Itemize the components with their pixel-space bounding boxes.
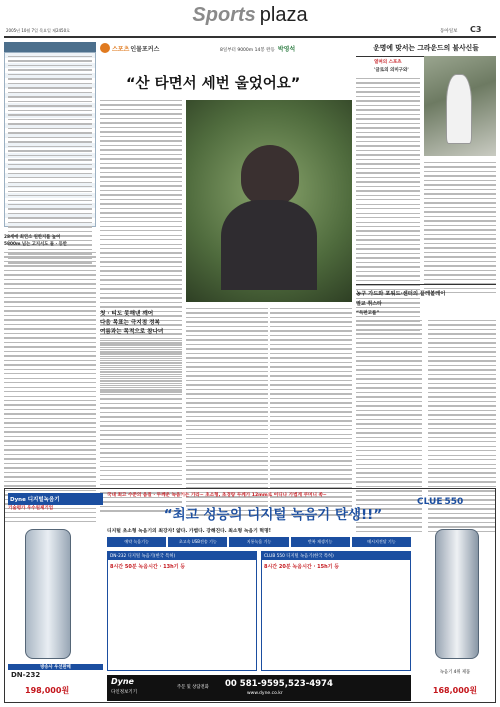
ad-feature-badges bbox=[107, 537, 411, 547]
ad-right-brand bbox=[417, 497, 493, 507]
player-figure bbox=[446, 74, 472, 144]
ad-badge-2[interactable]: 초고속 USB전송 기능 bbox=[168, 537, 227, 547]
page-header bbox=[0, 0, 500, 40]
ad-right-device bbox=[435, 529, 479, 659]
column-text-right bbox=[424, 162, 496, 297]
section-title bbox=[185, 2, 315, 28]
interview-badge-rest: 인물포커스 bbox=[130, 45, 160, 53]
ad-right-sub: 녹음기 4위 제품 bbox=[439, 670, 471, 675]
interview-tagline bbox=[220, 44, 295, 53]
column-headline: 운명에 맞서는 그라운드의 불사신들 bbox=[356, 42, 496, 57]
ad-model-1-spec: 8시간 50분 녹음시간 · 13h기 등 bbox=[110, 564, 186, 570]
sidebar-title-1: 28세에 최연소 원한지를 높여 bbox=[4, 235, 61, 240]
ad-subtitle-left: 기술평가 우수원제기업 bbox=[8, 506, 54, 511]
section-title-bold: Sports bbox=[192, 3, 256, 26]
ad-center-brand: Dyne bbox=[111, 677, 134, 686]
interview-photo bbox=[186, 100, 352, 302]
tagline-text: 8일부터 9000m 14봉 완등 bbox=[220, 48, 275, 53]
left-sidebar bbox=[4, 42, 96, 482]
ad-top-banner: 국내 최고 수준의 음질 · 두께운 녹음기는 가라~ 초소형, 초경량 두께가 12mm로 어디나 가볍게 쿠머니 쏙~ bbox=[107, 493, 327, 498]
ad-price-left: 198,000원 bbox=[25, 686, 70, 695]
ad-hero: “최고 성능의 디지털 녹음기 탄생!!” bbox=[163, 507, 383, 523]
interview-subheads bbox=[100, 310, 182, 337]
ad-order-bar bbox=[107, 675, 411, 701]
ribbon-icon bbox=[100, 43, 110, 53]
header-rule bbox=[4, 36, 496, 38]
ad-order-label: 주문 및 상담전화 bbox=[177, 685, 209, 690]
section-title-light: plaza bbox=[259, 3, 308, 26]
lower-right-headline: 농구 가드와 포워드·센터의 플레볼레이 bbox=[356, 284, 496, 297]
ad-center-sub: 다인정보기기 bbox=[111, 690, 138, 695]
person-silhouette bbox=[241, 145, 299, 205]
lower-right-subtitle: 열교 취스타 bbox=[356, 301, 382, 307]
column-badge: 열며의 스포츠 bbox=[374, 60, 402, 65]
sidebar-title-2: 5800m 넘는 고지서도 돌 · 등반 bbox=[4, 242, 67, 247]
ad-model-1 bbox=[107, 551, 257, 671]
ad-model-2-spec: 8시간 20분 녹음시간 · 15h기 등 bbox=[264, 564, 340, 570]
person-name: 박영석 bbox=[277, 46, 296, 53]
ad-left-device bbox=[25, 529, 71, 659]
sidebar-body-text bbox=[4, 252, 96, 526]
ad-brand-left: Dyne 디지털녹음기 bbox=[8, 493, 103, 505]
interview-headline: “산 타면서 세번 울었어요” bbox=[126, 76, 301, 92]
person-body bbox=[221, 200, 317, 290]
ad-model-2-name: CLUB 550 디지털 녹음기(한국 특허) bbox=[262, 552, 410, 560]
date-line: 2005년 10월 7일 목요일 제2450호 bbox=[6, 28, 70, 33]
subhead-2: 다음 목표는 극지점 정복 bbox=[100, 320, 160, 326]
ad-badge-1[interactable]: 예약 녹음기능 bbox=[107, 537, 166, 547]
ad-subhero: 디지털 초소형 녹음기의 최강자! 얇다. 가볍다. 강해진다. 최소형 녹음기 혁명! bbox=[107, 529, 271, 534]
column-text-left bbox=[356, 78, 420, 361]
right-column bbox=[356, 42, 496, 482]
paper-name: 동아일보 bbox=[440, 29, 458, 34]
right-brand-model: 550 bbox=[444, 497, 464, 507]
sidebar-table-header bbox=[4, 42, 96, 52]
advertisement[interactable] bbox=[4, 488, 496, 703]
page-number: C3 bbox=[470, 25, 482, 34]
subhead-3: 여름과는 목적으로 참나녀 bbox=[100, 329, 164, 335]
column-photo bbox=[424, 56, 496, 156]
ad-badge-5[interactable]: 메시지전달 기능 bbox=[352, 537, 411, 547]
interview-badge bbox=[100, 42, 159, 54]
ad-phone[interactable]: 00 581-9595,523-4974 bbox=[225, 679, 333, 689]
subhead-1: 첫 · 티도 못해낸 깨어 bbox=[100, 311, 154, 317]
ad-model-2 bbox=[261, 551, 411, 671]
ad-badge-4[interactable]: 반복 재생기능 bbox=[291, 537, 350, 547]
ad-left-model: DN-232 bbox=[11, 671, 41, 679]
ad-left-label: 방송사 우선판매 bbox=[8, 664, 103, 670]
right-brand-name: CLUE bbox=[417, 497, 443, 507]
ad-price-right: 168,000원 bbox=[432, 686, 478, 695]
lower-right-title-2: “득펀고를” bbox=[356, 311, 380, 316]
ad-model-1-name: DN-232 디지털 녹음기(한국 특허) bbox=[108, 552, 256, 560]
interview-badge-label: 스포츠 bbox=[112, 45, 130, 53]
ad-badge-3[interactable]: 지통녹음 기능 bbox=[229, 537, 288, 547]
interview-article bbox=[100, 42, 352, 482]
ad-website[interactable]: www.dyne.co.kr bbox=[247, 691, 283, 696]
column-title: '글로의 의미구와' bbox=[374, 68, 409, 73]
